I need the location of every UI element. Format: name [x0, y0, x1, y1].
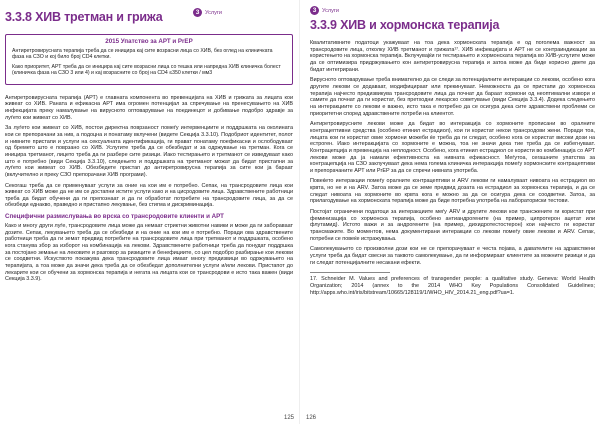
chapter-label: Услуги [205, 9, 222, 16]
body-paragraph: Повеќето интеракции помеѓу оралните контрацептиви и ARV лекови ги намалуваат нивоата на естрадиол во крвта, но не и на ARV. Затоа може да се земе предвид дозата на естрадиол за хормонска терапија, и да се следат нивоата на хормоните во крвта кога е можно за да се осигура дека се соодветни. Затоа, за прилагодување на хормонската терапија може да биде потребна употреба на лабораториски тестови. [310, 178, 595, 205]
body-paragraph: Квалитативните податоци укажуваат на тоа дека хормонската терапија е од поголема важност за трансродовите лица, отколку ХИВ третманот и грижата¹⁷. ХИВ инфекцијата и АРТ не се контраиндикации за користењето на хормонска терапија. Вклучувајќи ги тестирањето и хормонската терапија во ХИВ-услугите може да се оптимизира придржувањето кон антиретровирусна терапија и затоа може да биде корисно двете да бидат интегрирани. [310, 40, 595, 73]
body-paragraph: Антиретровирусната терапија (АРТ) е главната компонента во превенцијата на ХИВ и грижата за лицата кои живеат со ХИВ. Раната и ефикасна АРТ има огромен потенцијал за спречување на пренесувањето на ХИВ инфекцијата преку намалување на вирусното оптоварување на поединецот и добивање подобро здравје за луѓето кои живеат со ХИВ. [5, 94, 293, 121]
section-tag [193, 8, 222, 17]
footnote-divider [310, 272, 390, 273]
subsection-heading: Специфични размислувања во врска со трансродовите клиенти и АРТ [5, 213, 224, 221]
right-page [300, 0, 600, 424]
body-paragraph: Самолекувањето со произволни дози кои не се препорачуваат е честа појава, а давателите на здравствени услуги треба да бидат свесни за таквото самолекување, да ги информираат клиентите за можните ризици и да ги следат потенцијалните несакани ефекти. [310, 246, 595, 266]
page-number: 126 [306, 415, 317, 421]
page-number: 125 [283, 415, 294, 421]
right-body [310, 40, 595, 296]
section-title: 3.3.8 ХИВ третман и грижа [5, 10, 163, 24]
footnote: 17. Schneider M. Values and preferences of transgender people: a qualitative study. Geneva: World Health Organization; 2014 (annex to the 2014 WHO Key Populations Consolidated Guidelines; http://apps.who.int/iris/bitstream/10665/128119/1/WHO_HIV_2014.21_eng.pdf?ua=1. [310, 276, 595, 296]
body-paragraph: Секогаш треба да се применуваат услуги за оние на кои им е потребно. Сепак, на трансродовите лица кои живеат со ХИВ може да не им се достапни истите услуги како и на цисродовите лица. Здравствените работници треба да бидат обучени да ги препознаат и да ги обработат потребите на трансродовите лица, за да се обезбеди еднакво, праведно и пристапно лекување, без стигма и дискриминација. [5, 182, 293, 209]
right-header [310, 6, 595, 40]
chapter-number-badge: 3 [193, 8, 202, 17]
chapter-number-badge: 3 [310, 6, 319, 15]
guideline-box-title: 2015 Упатство за АРТ и PrEP [105, 38, 193, 45]
guideline-paragraph: Како приоритет, АРТ треба да се иницира кај сите возрасни лица со тешка или напредна ХИВ клиничка болест (клиничка фаза на СЗО 3 или 4) и кај возрасните со број на CD4 ≤350 клетки / мм3 [12, 63, 281, 77]
body-paragraph: За луѓето кои живеат со ХИВ, постои директна поврзаност помеѓу интервенциите и поддршката на околината кои се препорачани за нив, а подоцна и понатаму вклучени (видете Секција 3.3.10). Подобриот идентитет, полот и нивните пристапи и услуги на сексуалната идентификација, ги прават понатаму поефикасни и ослободуваат од бремето што е поврзано со ХИВ. Услугите треба да се обезбедат и за одржување на третман. Кога се иницира третманот, лицето треба да ги разбере сите ризици. Иако тестирањето и третманот се изведуваат како што е потребно (види Секција 3.3.10), следењето и поддршката на третманот можат да бидат пристапни за луѓето кои живеат со ХИВ. Обезбедете пристап до антиретровирусна терапија за сите кои ја бараат (вклучително и преку СЗО препорачани ХИВ програми). [5, 125, 293, 178]
body-paragraph: Вирусното оптоварување треба внимателно да се следи за потенцијалните интеракции со лекови, особено кога другите лекови се додаваат, модифицираат или прекинуваат. Неможноста да се пристапи до хормонска терапија најчесто предизвикува трансродовите лица да почнат да бараат хормони од неоптимални извори и самите да почнат да ги користат, без претходни лекарско советување (види Секција 3.3.4). Додека следењето на интеракциите со лекови е важно, исто така е потребно да се осигура дека сите здравствени проблеми се приоритетни според здравствените потреби на клиентот. [310, 77, 595, 117]
body-paragraph: Како и многу други луѓе, трансродовите лица може да немаат стриктни животни навики и може да ги забораваат дозите. Сепак, лекувањето треба да се обезбеди и на оние на кои им е потребно. Поради ова здравствените работници треба да ги земат предвид потребите на трансродовите лица при третманот и поддршката, особено кога станува збор за изборот на комбинација на лекови. Здравствените работници треба да понудат поддршка за постојано земање на лековите и разговор за ризиците и бенефициите, со цел подобро разбирање кои лекови се соодветни. Искуството покажува дека трансродовите лица имаат многу предизвици во одржувањето на терапијата, а тоа може да значи дека треба да се обезбедат дополнителни услуги и/или лекови. Пристапот до лекарите кои се обучени за хормонска терапија и негата на лицата кои се трансродови е исто така важен (види Секција 3.3.9). [5, 223, 293, 283]
section-tag [310, 6, 339, 15]
left-header [5, 6, 293, 32]
body-paragraph: Постојат ограничени податоци за интеракциите меѓу ARV и другите лекови кои трансжените ги користат при феминизација со хормонска терапија, особено антиандрогените (на пример, ципротерон ацетат или флутамид). Истото важи и за андрогените (на пример, дихидротестостерон) кои најчесто ги користат трансмажите. Во моментов, нема документирани интеракции со лекови помеѓу овие лекови и ARV. Сепак, потребни се повеќе истражувања. [310, 209, 595, 242]
section-title: 3.3.9 ХИВ и хормонска терапија [310, 18, 500, 32]
chapter-label: Услуги [322, 7, 339, 14]
body-paragraph: Антиретровирусните лекови може да бидат во интеракција со хормоните прописани во оралните контрацептивни средства (особено етинил естрадиол), кои ги користат некои трансродови жени. Поради тоа, лицата кои ги користат овие хормони можеби ќе треба да ги следат, особено кога се користат високи дози на естроген. Иако интеракцијата со хормоните е можна, тоа не значи дека тие треба да се избегнуваат. Контрацепција и превенција на неплодност. Особено, кога етинил естрадиол се користи во комбинација со АРТ лекови може да ја намали ефективноста на нивната ефикасност. Меѓутоа, сегашните упатства за контрацепција на СЗО заклучуваат дека нема голема клиничка интеракција помеѓу хормонските контрацептиви и препорачаните АРТ или PrEP за да се спречи нивната употреба. [310, 121, 595, 174]
left-body [5, 95, 293, 283]
guideline-paragraph: Антиретровирусната терапија треба да се иницира кај сите возрасни лица со ХИВ, без оглед на клиничката фаза на СЗО и кој било број CD4 клетки. [12, 48, 273, 61]
guideline-box [5, 34, 293, 85]
